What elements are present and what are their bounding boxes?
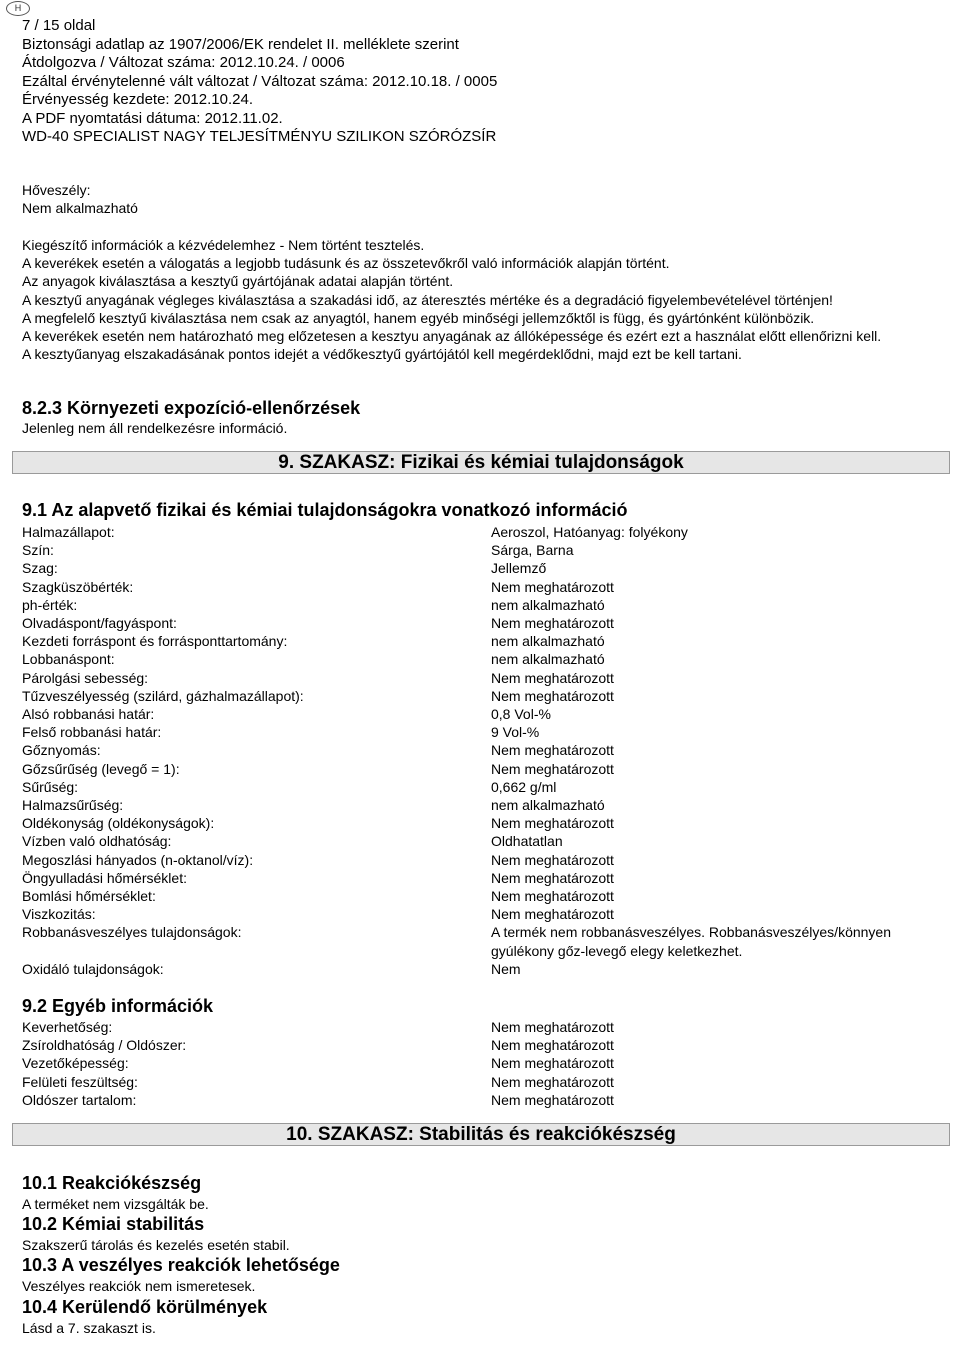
table-row bbox=[22, 1073, 942, 1091]
heat-hazard-label: Hőveszély: bbox=[22, 182, 91, 198]
product-name: WD-40 SPECIALIST NAGY TELJESÍTMÉNYU SZILIKON SZÓRÓZSÍR bbox=[22, 128, 497, 145]
property-label: Robbanásveszélyes tulajdonságok: bbox=[22, 924, 242, 941]
property-value: Nem meghatározott bbox=[491, 1091, 614, 1108]
table-row bbox=[22, 869, 942, 887]
table-row bbox=[22, 650, 942, 668]
table-row bbox=[22, 578, 942, 596]
property-label: Oldékonyság (oldékonyságok): bbox=[22, 815, 215, 832]
table-row bbox=[22, 541, 942, 559]
valid-from-line: Érvényesség kezdete: 2012.10.24. bbox=[22, 91, 253, 108]
property-label: Alsó robbanási határ: bbox=[22, 706, 155, 723]
glove-info-line: Kiegészítő információk a kézvédelemhez - Nem történt tesztelés. bbox=[22, 237, 425, 253]
chemical-stability-heading: 10.2 Kémiai stabilitás bbox=[22, 1214, 205, 1234]
table-row bbox=[22, 1018, 942, 1036]
other-property-table bbox=[22, 1018, 942, 1109]
property-value: nem alkalmazható bbox=[491, 596, 605, 613]
property-value: Aeroszol, Hatóanyag: folyékony bbox=[491, 524, 688, 540]
heat-hazard bbox=[22, 181, 942, 217]
document-header bbox=[22, 17, 497, 147]
property-label: ph-érték: bbox=[22, 596, 78, 613]
glove-info-line: Az anyagok kiválasztása a kesztyű gyártójának adatai alapján történt. bbox=[22, 273, 454, 290]
table-row bbox=[22, 887, 942, 905]
property-label: Gőzsűrűség (levegő = 1): bbox=[22, 760, 180, 777]
table-row bbox=[22, 596, 942, 614]
table-row bbox=[22, 1091, 942, 1109]
table-row bbox=[22, 796, 942, 814]
table-row bbox=[22, 705, 942, 723]
table-row bbox=[22, 559, 942, 577]
property-value: Nem meghatározott bbox=[491, 687, 614, 704]
table-row bbox=[22, 905, 942, 923]
property-label: Felületi feszültség: bbox=[22, 1073, 138, 1090]
property-value: A termék nem robbanásveszélyes. Robbanásveszélyes/könnyen gyúlékony gőz-levegő elegy keletkezhet. bbox=[491, 924, 891, 959]
property-label: Tűzveszélyesség (szilárd, gázhalmazállapot): bbox=[22, 687, 304, 704]
chemical-stability-text: Szakszerű tárolás és kezelés esetén stabil. bbox=[22, 1237, 290, 1253]
section9-2-heading: 9.2 Egyéb információk bbox=[22, 996, 214, 1016]
property-value: Oldhatatlan bbox=[491, 833, 563, 850]
glove-info-line: A keverékek esetén a válogatás a legjobb tudásunk és az összetevőkről való információk alapján történt. bbox=[22, 255, 670, 272]
property-value: Nem meghatározott bbox=[491, 1037, 614, 1054]
property-label: Viszkozitás: bbox=[22, 906, 96, 923]
property-label: Oldószer tartalom: bbox=[22, 1091, 137, 1108]
glove-info-line: A keverékek esetén nem határozható meg előzetesen a kesztyu anyagának az állóképessége és ezért ezt a használat előtt ellenőrizni kell. bbox=[22, 328, 882, 345]
table-row bbox=[22, 851, 942, 869]
property-value: nem alkalmazható bbox=[491, 797, 605, 814]
table-row bbox=[22, 632, 942, 650]
env-exposure-text: Jelenleg nem áll rendelkezésre információ. bbox=[22, 420, 288, 436]
brand-logo-icon: H bbox=[6, 1, 30, 16]
property-value: Jellemző bbox=[491, 560, 547, 577]
section10-title: 10. SZAKASZ: Stabilitás és reakciókészség bbox=[12, 1123, 950, 1146]
property-label: Vezetőképesség: bbox=[22, 1055, 129, 1072]
table-row bbox=[22, 723, 942, 741]
property-value: nem alkalmazható bbox=[491, 651, 605, 668]
property-label: Felső robbanási határ: bbox=[22, 724, 162, 741]
table-row bbox=[22, 960, 942, 978]
superseded-line: Ezáltal érvénytelenné vált változat / Változat száma: 2012.10.18. / 0005 bbox=[22, 72, 498, 90]
property-label: Halmazsűrűség: bbox=[22, 797, 124, 814]
property-value: 0,8 Vol-% bbox=[491, 706, 551, 723]
heat-hazard-value: Nem alkalmazható bbox=[22, 200, 138, 217]
revision-line: Átdolgozva / Változat száma: 2012.10.24. / 0006 bbox=[22, 54, 345, 71]
property-label: Gőznyomás: bbox=[22, 742, 101, 759]
property-value: Nem meghatározott bbox=[491, 1073, 614, 1090]
table-row bbox=[22, 523, 942, 541]
property-label: Megoszlási hányados (n-oktanol/víz): bbox=[22, 851, 254, 868]
glove-info-line: A megfelelő kesztyű kiválasztása nem csak az anyagtól, hanem egyéb minőségi jellemzőktől is függ, és gyártónként különbözik. bbox=[22, 309, 815, 326]
property-table bbox=[22, 523, 942, 978]
property-value: Nem meghatározott bbox=[491, 888, 614, 905]
table-row bbox=[22, 1036, 942, 1054]
glove-info-line: A kesztyű anyagának végleges kiválasztása a szakadási idő, az áteresztés mértéke és a degradáció figyelembevételével történjen! bbox=[22, 291, 833, 308]
property-value: Nem meghatározott bbox=[491, 851, 614, 868]
property-value: Nem meghatározott bbox=[491, 615, 614, 632]
hazardous-reactions-heading: 10.3 A veszélyes reakciók lehetősége bbox=[22, 1255, 340, 1275]
table-row bbox=[22, 923, 942, 959]
conditions-to-avoid-text: Lásd a 7. szakaszt is. bbox=[22, 1320, 156, 1336]
page-number: 7 / 15 oldal bbox=[22, 17, 96, 34]
table-row bbox=[22, 741, 942, 759]
property-value: Nem meghatározott bbox=[491, 742, 614, 759]
section9-1-heading: 9.1 Az alapvető fizikai és kémiai tulajdonságokra vonatkozó információ bbox=[22, 500, 628, 520]
property-label: Kezdeti forráspont és forrásponttartomány: bbox=[22, 633, 288, 650]
table-row bbox=[22, 760, 942, 778]
property-label: Olvadáspont/fagyáspont: bbox=[22, 615, 177, 632]
table-row bbox=[22, 669, 942, 687]
glove-info-line: A kesztyűanyag elszakadásának pontos idejét a védőkesztyű gyártójától kell megérdeklődni, majd ezt be kell tartani. bbox=[22, 346, 742, 363]
property-label: Sűrűség: bbox=[22, 778, 79, 795]
property-value: Nem bbox=[491, 960, 521, 977]
table-row bbox=[22, 814, 942, 832]
property-label: Párolgási sebesség: bbox=[22, 669, 149, 686]
conditions-to-avoid-heading: 10.4 Kerülendő körülmények bbox=[22, 1297, 268, 1317]
property-label: Oxidáló tulajdonságok: bbox=[22, 960, 164, 977]
property-label: Vízben való oldhatóság: bbox=[22, 833, 172, 850]
property-value: Nem meghatározott bbox=[491, 1055, 614, 1072]
reactivity-heading: 10.1 Reakciókészség bbox=[22, 1173, 202, 1193]
property-value: Nem meghatározott bbox=[491, 669, 614, 686]
table-row bbox=[22, 778, 942, 796]
property-value: Nem meghatározott bbox=[491, 760, 614, 777]
property-label: Szag: bbox=[22, 560, 58, 577]
property-label: Halmazállapot: bbox=[22, 524, 115, 540]
property-label: Keverhetőség: bbox=[22, 1019, 113, 1035]
property-value: Sárga, Barna bbox=[491, 542, 574, 559]
property-value: Nem meghatározott bbox=[491, 1019, 614, 1035]
property-label: Lobbanáspont: bbox=[22, 651, 115, 668]
property-label: Zsíroldhatóság / Oldószer: bbox=[22, 1037, 187, 1054]
reactivity-text: A terméket nem vizsgálták be. bbox=[22, 1196, 209, 1212]
property-label: Bomlási hőmérséklet: bbox=[22, 888, 156, 905]
property-label: Szagküszöbérték: bbox=[22, 578, 134, 595]
property-label: Öngyulladási hőmérséklet: bbox=[22, 869, 187, 886]
property-value: Nem meghatározott bbox=[491, 869, 614, 886]
section9-title: 9. SZAKASZ: Fizikai és kémiai tulajdonságok bbox=[12, 451, 950, 474]
env-exposure-heading: 8.2.3 Környezeti expozíció-ellenőrzések bbox=[22, 398, 361, 418]
hazardous-reactions-text: Veszélyes reakciók nem ismeretesek. bbox=[22, 1278, 256, 1294]
property-value: 0,662 g/ml bbox=[491, 778, 557, 795]
table-row bbox=[22, 614, 942, 632]
glove-info bbox=[22, 236, 942, 363]
property-value: Nem meghatározott bbox=[491, 906, 614, 923]
property-value: nem alkalmazható bbox=[491, 633, 605, 650]
property-value: Nem meghatározott bbox=[491, 578, 614, 595]
property-value: 9 Vol-% bbox=[491, 724, 540, 741]
property-label: Szín: bbox=[22, 542, 54, 559]
print-date-line: A PDF nyomtatási dátuma: 2012.11.02. bbox=[22, 109, 283, 127]
table-row bbox=[22, 832, 942, 850]
table-row bbox=[22, 1054, 942, 1072]
regulation-line: Biztonsági adatlap az 1907/2006/EK rendelet II. melléklete szerint bbox=[22, 35, 459, 53]
table-row bbox=[22, 687, 942, 705]
property-value: Nem meghatározott bbox=[491, 815, 614, 832]
